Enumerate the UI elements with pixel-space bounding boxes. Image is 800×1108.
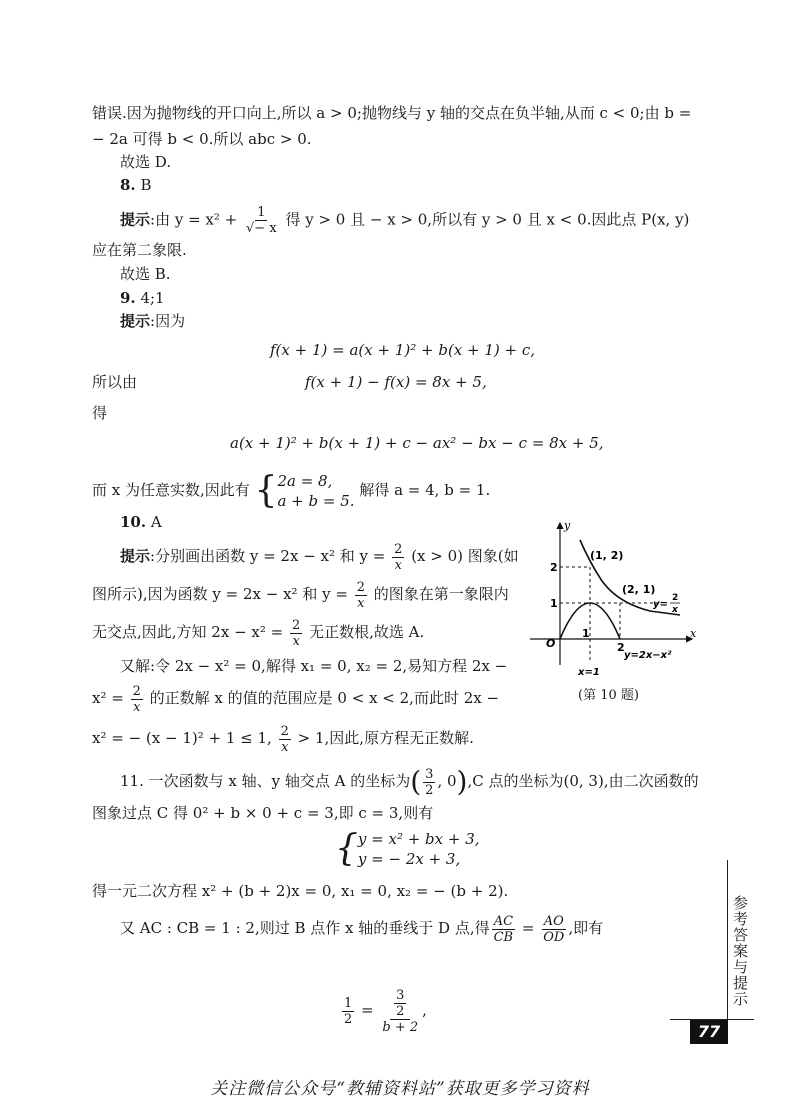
text: 无正数根,故选 A. [309, 623, 425, 641]
text-line: 故选 B. [120, 265, 171, 283]
hint-text: :因为 [150, 312, 186, 330]
hint-text: :由 y = x² + [150, 210, 238, 229]
denominator: x [292, 633, 300, 649]
hint-text: (x > 0) 图象(如 [411, 547, 519, 565]
hint-label: 提示 [120, 547, 151, 565]
text: , [422, 1001, 427, 1019]
hint-text: :分别画出函数 y = 2x − x² 和 y = [150, 547, 386, 565]
numerator: 1 [257, 205, 266, 220]
numerator: AO [543, 913, 564, 929]
footer-note: 关注微信公众号“教辅资料站”获取更多学习资料 [210, 1079, 590, 1099]
answer: B [140, 176, 152, 194]
denominator: 2 [396, 1003, 405, 1019]
numerator: 2 [292, 617, 301, 633]
curve-label-denominator: x [672, 605, 678, 615]
text: 解得 a = 4, b = 1. [359, 481, 491, 499]
text: ,C 点的坐标为(0, 3),由二次函数的 [467, 772, 699, 790]
x-tick-1: 1 [582, 627, 590, 640]
numerator: AC [493, 913, 514, 929]
fraction [131, 684, 143, 715]
numerator [390, 988, 410, 1020]
question-number: 8. [120, 176, 136, 194]
final-equation: $\frac{1}{2}$ = $\frac{\frac{3}{2}}{b + 2}$ , [344, 987, 427, 1035]
fraction [380, 988, 420, 1035]
denominator: OD [543, 929, 565, 945]
text-line [92, 470, 490, 511]
question-number: 9. [120, 289, 136, 307]
fraction [290, 618, 302, 649]
equation: f(x + 1) − f(x) = 8x + 5, [305, 373, 487, 391]
text-line: − 2a 可得 b < 0.所以 abc > 0. [92, 130, 312, 148]
text-line [92, 616, 424, 649]
denominator: √− x [246, 221, 277, 236]
equation: f(x + 1) = a(x + 1)² + b(x + 1) + c, [270, 341, 536, 359]
text-line: 又 AC : CB = 1 : 2,则过 B 点作 x 轴的垂线于 D 点,得 $\frac{AC}{CB}$ = $\frac{AO}{OD}$ ,即有 [120, 913, 604, 945]
hint-label: 提示 [120, 312, 151, 330]
text-line: 得一元二次方程 x² + (b + 2)x = 0, x₁ = 0, x₂ = − (b + 2). [92, 882, 509, 900]
equation-system [277, 471, 354, 511]
y-tick-1: 1 [550, 597, 558, 610]
equation-system-2 [335, 828, 480, 869]
curve-label-prefix: y= [653, 599, 668, 610]
function-graph-figure [520, 515, 705, 680]
text: > 1,因此,原方程无正数解. [297, 729, 474, 747]
text-line: 得 [92, 404, 108, 422]
equation: a + b = 5. [277, 492, 355, 510]
text: ,即有 [568, 919, 604, 937]
denominator: x [281, 739, 289, 755]
text: 的正数解 x 的值的范围应是 0 < x < 2,而此时 2x − [149, 689, 500, 707]
hint-line [120, 311, 185, 331]
question-11 [120, 763, 699, 800]
equation: y = − 2x + 3, [357, 850, 461, 868]
y-tick-2: 2 [550, 561, 558, 574]
numerator: 2 [132, 683, 141, 699]
brace: { [335, 828, 358, 869]
fraction [492, 914, 516, 945]
text-line: 所以由 [92, 373, 138, 391]
brace: { [254, 470, 278, 511]
denominator: x [133, 699, 141, 715]
denominator: 2 [425, 782, 434, 798]
text-line [92, 682, 499, 715]
denominator: x [357, 595, 365, 611]
text: 11. 一次函数与 x 轴、y 轴交点 A 的坐标为 [120, 772, 411, 790]
numerator: 3 [396, 987, 405, 1003]
text-line [92, 578, 509, 611]
text: 而 x 为任意实数,因此有 [92, 481, 250, 499]
text-line: 又解:令 2x − x² = 0,解得 x₁ = 0, x₂ = 2,易知方程 2x − [120, 657, 508, 675]
sidebar-section-title: 参考答案与提示 [731, 895, 749, 1007]
fraction [423, 767, 435, 798]
answer: A [150, 513, 162, 531]
hint-line [120, 540, 519, 573]
x-axis-label: x [690, 627, 697, 640]
equation: 2a = 8, [277, 472, 333, 490]
text: , 0 [437, 772, 457, 790]
numerator: 2 [356, 579, 365, 595]
text-line: 故选 D. [120, 153, 172, 171]
answer: 4;1 [140, 289, 165, 307]
hint-text: 得 y > 0 且 − x > 0,所以有 y > 0 且 x < 0.因此点 P(x, y) [285, 210, 690, 229]
hint-line [120, 205, 689, 236]
vline-label: x=1 [578, 667, 600, 678]
text: 的图象在第一象限内 [373, 585, 509, 603]
text-line: 错误.因为抛物线的开口向上,所以 a > 0;抛物线与 y 轴的交点在负半轴,从而 c < 0;由 b = [92, 104, 692, 122]
text: 图所示),因为函数 y = 2x − x² 和 y = [92, 585, 348, 603]
text: 又 AC : CB = 1 : 2,则过 B 点作 x 轴的垂线于 D 点,得 [120, 919, 490, 937]
page-number: 77 [690, 1020, 728, 1044]
denominator: b + 2 [382, 1019, 419, 1035]
question-number: 10. [120, 513, 147, 531]
question-10 [120, 512, 162, 532]
fraction [342, 996, 354, 1027]
fraction [394, 988, 406, 1019]
point-label-a: (1, 2) [590, 549, 624, 562]
text-line: 应在第二象限. [92, 241, 187, 259]
text: x² = [92, 689, 124, 707]
question-9 [120, 288, 165, 308]
text-line [92, 722, 474, 755]
fraction [279, 724, 291, 755]
paren: ) [456, 765, 468, 798]
text: 无交点,因此,方知 2x − x² = [92, 623, 284, 641]
text-line: 图象过点 C 得 0² + b × 0 + c = 3,即 c = 3,则有 [92, 804, 434, 822]
parabola-label: y=2x−x² [624, 650, 672, 661]
paren: ( [410, 765, 422, 798]
fraction [392, 542, 404, 573]
numerator: 1 [344, 995, 353, 1011]
origin-label: O [546, 637, 556, 650]
text: x² = − (x − 1)² + 1 ≤ 1, [92, 729, 272, 747]
fraction [244, 205, 279, 236]
numerator: 2 [280, 723, 289, 739]
denominator: x [394, 557, 402, 573]
equation: a(x + 1)² + b(x + 1) + c − ax² − bx − c = 8x + 5, [230, 434, 604, 452]
x-tick-2: 2 [617, 641, 625, 654]
fraction [355, 580, 367, 611]
figure-caption: (第 10 题) [578, 688, 639, 703]
point-label-b: (2, 1) [622, 583, 656, 596]
denominator: 2 [344, 1011, 353, 1027]
equation-system [358, 829, 480, 869]
curve-label-numerator: 2 [672, 593, 679, 603]
fraction [541, 914, 566, 945]
numerator: 3 [425, 766, 434, 782]
numerator: 2 [394, 541, 403, 557]
hint-label: 提示 [120, 210, 151, 229]
denominator: CB [493, 929, 514, 945]
question-8 [120, 175, 151, 195]
y-axis-label: y [564, 519, 571, 532]
equation: y = x² + bx + 3, [357, 830, 480, 848]
